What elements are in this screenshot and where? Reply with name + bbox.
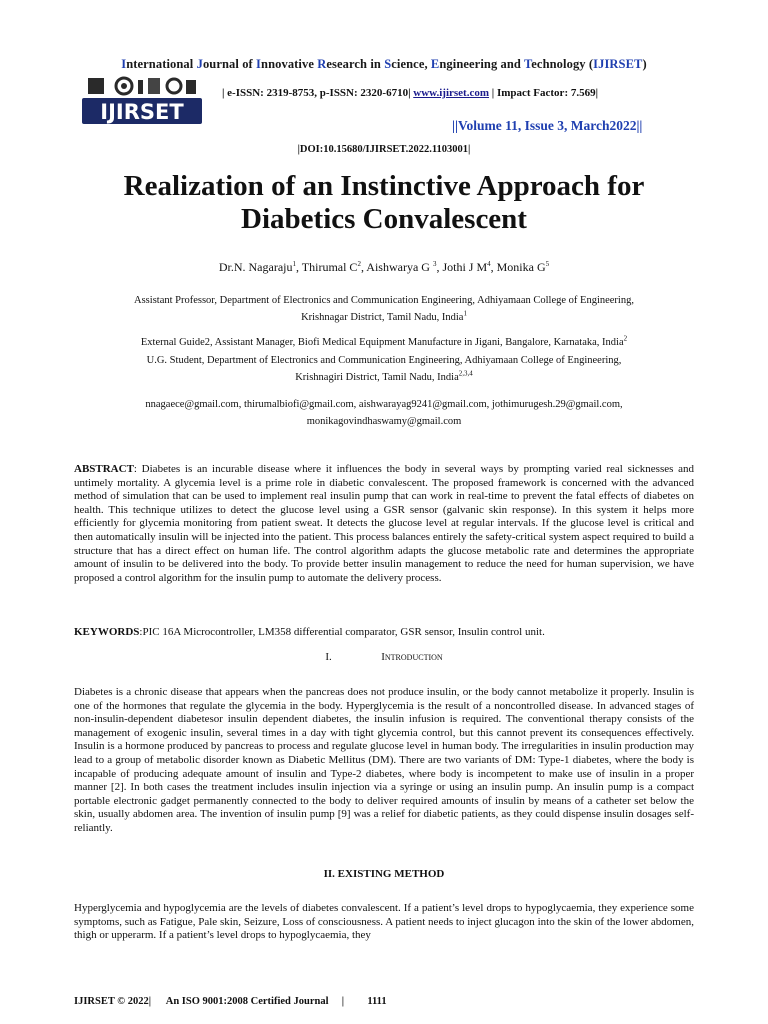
journal-title-part: J xyxy=(196,57,203,71)
author-name: Jothi J M xyxy=(442,260,488,274)
page-number: 1111 xyxy=(367,996,387,1007)
author-name: Dr.N. Nagaraju xyxy=(218,260,293,274)
author-sup: 4 xyxy=(487,260,491,268)
footer-certified: An ISO 9001:2008 Certified Journal xyxy=(165,996,329,1007)
emails-line-1[interactable]: nnagaece@gmail.com, thirumalbiofi@gmail.com, aishwarayag9241@gmail.com, jothimurugesh.29@gmail.com, xyxy=(145,399,623,410)
journal-title xyxy=(0,57,768,72)
section-1-title: Introduction xyxy=(381,651,443,663)
affiliation-1-sup: 1 xyxy=(463,309,467,318)
journal-title-part: ournal of xyxy=(202,57,257,71)
author-list: Dr.N. Nagaraju$^1$, Thirumal $C^2$, Aishwarya G $^3$, Jothi J $M^4$, Monika $G^5$ xyxy=(218,260,550,274)
author-sup: 2 xyxy=(357,260,361,268)
journal-title-part: echnology ( xyxy=(531,57,594,71)
journal-title-part: S xyxy=(384,57,392,71)
page-footer xyxy=(74,996,387,1007)
emails-line-2[interactable]: monikagovindhaswamy@gmail.com xyxy=(306,416,462,427)
journal-title-part: I xyxy=(121,57,127,71)
impact-factor: | Impact Factor: 7.569| xyxy=(489,87,599,99)
keywords-label: KEYWORDS xyxy=(74,626,140,638)
affiliation-3-sup: 2,3,4 xyxy=(458,369,473,378)
section-1-number: I. xyxy=(325,651,332,663)
affiliation-1-line-1: Assistant Professor, Department of Electronics and Communication Engineering, Adhiyamaan College of Engineering, xyxy=(134,295,634,306)
author-name: Thirumal C xyxy=(301,260,358,274)
footer-copyright: IJIRSET © 2022| xyxy=(74,996,152,1007)
journal-title-part: T xyxy=(523,57,532,71)
paper-title-line-2: Diabetics Convalescent xyxy=(241,203,527,235)
journal-title-part: R xyxy=(317,57,327,71)
affiliation-1 xyxy=(70,292,698,326)
author-name: Monika G xyxy=(496,260,546,274)
logo-text: IJIRSET xyxy=(100,100,184,124)
author-name: Aishwarya G xyxy=(366,260,433,274)
section-2-heading: II. EXISTING METHOD xyxy=(323,868,445,880)
journal-title-part: cience, xyxy=(391,57,431,71)
journal-title-part: nnovative xyxy=(261,57,318,71)
affiliation-3-line-2: Krishnagiri District, Tamil Nadu, India xyxy=(295,372,459,383)
journal-title-part: ) xyxy=(642,57,647,71)
issn-line xyxy=(222,87,598,99)
footer-separator: | xyxy=(341,996,345,1007)
author-sup: 3 xyxy=(432,260,437,268)
abstract-label: ABSTRACT xyxy=(74,463,134,475)
paper-title xyxy=(60,170,708,236)
affiliation-2-sup: 2 xyxy=(623,334,628,343)
author-sup: 5 xyxy=(545,260,550,268)
journal-title-part: nternational xyxy=(126,57,197,71)
journal-title-part: E xyxy=(430,57,440,71)
section-2-body: Hyperglycemia and hypoglycemia are the levels of diabetes convalescent. If a patient’s level drops to hypoglycaemia, they experience some symptoms, such as Fatigue, Pale skin, Seizure, Loss of consciousness. A patient needs to inject glucagon into the skin of the lower abdomen, thigh or upperarm. If a patient’s level drops to hypoglycaemia, they xyxy=(74,902,694,942)
keywords xyxy=(74,626,694,640)
issn-text: | e-ISSN: 2319-8753, p-ISSN: 2320-6710| xyxy=(222,87,414,99)
affiliation-3 xyxy=(70,352,698,386)
journal-title-part: ngineering and xyxy=(439,57,524,71)
abstract xyxy=(74,463,694,585)
volume-issue: ||Volume 11, Issue 3, March2022|| xyxy=(452,118,643,133)
author-sup: 1 xyxy=(292,260,296,268)
journal-logo xyxy=(82,76,202,124)
author-emails xyxy=(70,396,698,430)
affiliation-2 xyxy=(70,334,698,351)
affiliation-2-line-1: External Guide2, Assistant Manager, Biofi Medical Equipment Manufacture in Jigani, Bangalore, Karnataka, India xyxy=(140,337,624,348)
affiliation-1-line-2: Krishnagar District, Tamil Nadu, India xyxy=(301,312,464,323)
journal-title-part: IJIRSET xyxy=(593,57,643,71)
website-link[interactable]: www.ijirset.com xyxy=(413,87,490,99)
journal-title-part: esearch in xyxy=(326,57,385,71)
journal-title-part: I xyxy=(256,57,262,71)
section-1-heading xyxy=(0,651,768,663)
doi[interactable]: |DOI:10.15680/IJIRSET.2022.1103001| xyxy=(297,144,471,155)
affiliation-3-line-1: U.G. Student, Department of Electronics and Communication Engineering, Adhiyamaan College of Engineering, xyxy=(146,355,622,366)
paper-title-line-1: Realization of an Instinctive Approach for xyxy=(123,170,645,202)
section-1-body: Diabetes is a chronic disease that appears when the pancreas does not produce insulin, or the body cannot metabolize it properly. Insulin is one of the hormones that regulate the glycemia in the body. Hyperglycemia is the result of a noncontrolled disease. In advanced stages of non-insulin-dependent diabetesor insulin dependent diabetes, the insulin infusion is required. The conventional therapy consists of the management of exogenic insulin, several times in a day with tight glycemia control, but this cannot prevent its consequences effectively. Insulin is a hormone produced by pancreas to process and regulate glucose level in human body. The irregularities in insulin production may lead to a group of metabolic disorder known as Diabetic Mellitus (DM). There are two variants of DM: Type-1 diabetes, where the body is incapable of producing adequate amount of insulin and Type-2 diabetes, where body is incompetent to make use of insulin in a proper manner [2]. In both cases the treatment includes insulin injection via a syringe or using an insulin pump. An insulin pump is a compact portable electronic gadget permanently connected to the body to deliver required amounts of insulin by means of a catheter set below the skin, usually abdomen area. The invention of insulin pump [9] was a relief for diabetic patients, as they could dispense insulin dosages self-reliantly. xyxy=(74,686,694,834)
keywords-text: :PIC 16A Microcontroller, LM358 differential comparator, GSR sensor, Insulin control unit. xyxy=(139,626,545,638)
abstract-text: : Diabetes is an incurable disease where it influences the body in several ways by prompting varied real sicknesses and untimely mortality. A glycemia level is a prime role in diabetic convalescent. The proposed framework is concerned with the advanced method of simulation that can be used to implement real insulin pump that can work in real-time to prevent the fatal effects of diabetes on health. This technique utilizes to detect the glucose level using a GSR sensor (galvanic skin response). In this system it helps more efficiently for glycemia monitoring from patient sweat. It detects the glucose level at regular intervals. If the glucose level is critical and then automatically insulin will be injected into the patient. This process balances entirely the safety-critical system aspect required to build a structure that has a direct effect on human life. The control algorithm adapts the glucose metabolic rate and determines the appropriate amount of insulin to be delivered into the body. To provide better insulin management to reduce the need for human supervision, we have proposed a control algorithm for the insulin pump to automate the delivery process. xyxy=(74,463,694,584)
